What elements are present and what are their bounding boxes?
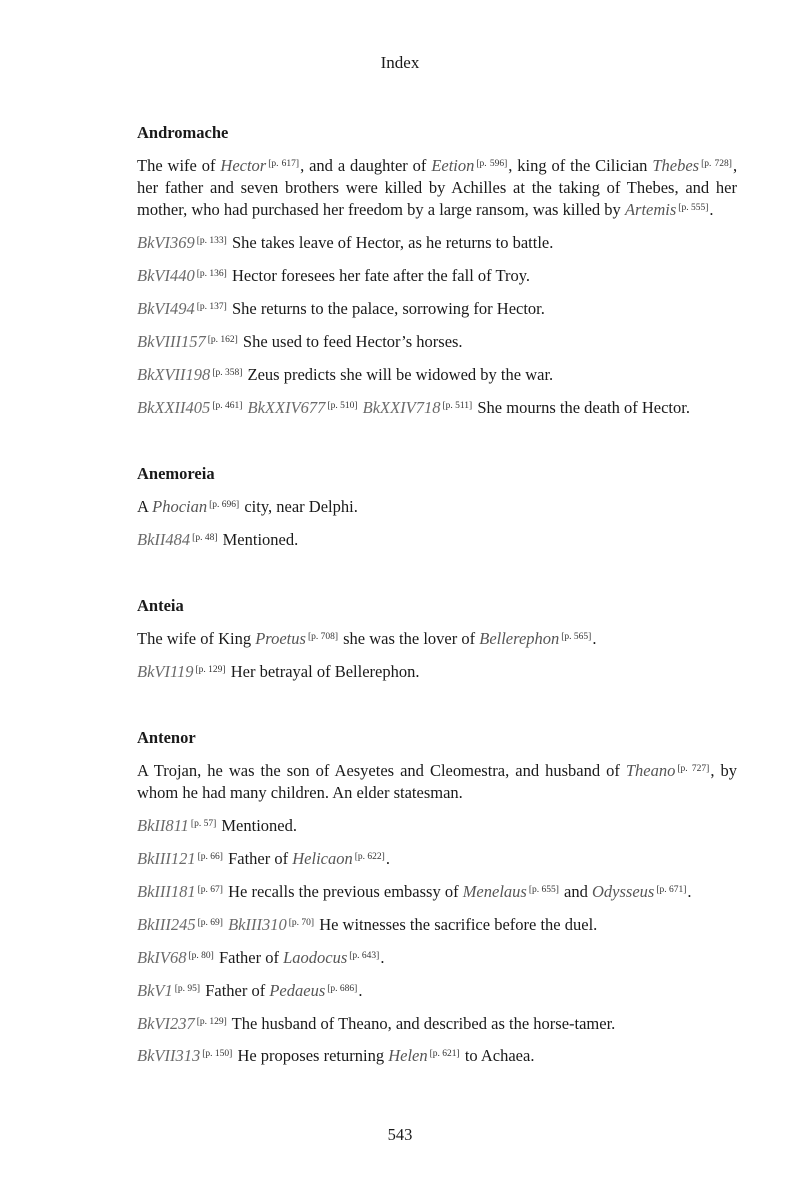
cross-ref: Thebes bbox=[652, 156, 700, 175]
text-run: Mentioned. bbox=[218, 530, 299, 550]
running-head: Index bbox=[380, 53, 420, 72]
book-line-ref: BkVI440 bbox=[137, 266, 195, 286]
page-ref: [p. 728] bbox=[701, 159, 732, 169]
index-entry bbox=[137, 463, 737, 551]
text-run: city, near Delphi. bbox=[240, 497, 358, 517]
page-ref: [p. 727] bbox=[677, 764, 710, 775]
entry-description bbox=[137, 759, 737, 803]
entry-reference bbox=[137, 297, 737, 320]
page-ref: [p. 511] bbox=[442, 401, 473, 412]
entry-reference bbox=[137, 528, 737, 551]
entry-reference bbox=[137, 814, 737, 837]
book-line-ref: BkV1 bbox=[137, 980, 173, 1000]
cross-ref: Proetus bbox=[255, 629, 306, 649]
page-ref: [p. 358] bbox=[212, 368, 243, 379]
text-run: Mentioned. bbox=[217, 815, 297, 835]
cross-ref: Eetion bbox=[431, 156, 475, 175]
entry-reference bbox=[137, 231, 737, 254]
text-run: A bbox=[137, 497, 153, 517]
book-line-ref: BkXXIV718 bbox=[362, 398, 441, 418]
text-run: . bbox=[380, 947, 385, 967]
page-ref: [p. 133] bbox=[196, 236, 227, 247]
book-line-ref: BkXVII198 bbox=[137, 365, 211, 385]
entry-reference bbox=[137, 880, 737, 903]
entry-reference bbox=[137, 396, 737, 419]
book-line-ref: BkVI237 bbox=[137, 1013, 195, 1033]
page-ref: [p. 150] bbox=[202, 1049, 233, 1060]
entry-reference bbox=[137, 1012, 737, 1035]
page-ref: [p. 80] bbox=[188, 950, 214, 961]
text-run: Father of bbox=[223, 848, 293, 868]
page-number: 543 bbox=[387, 1125, 413, 1144]
book-line-ref: BkIV68 bbox=[137, 947, 187, 967]
page-ref: [p. 655] bbox=[528, 884, 559, 895]
text-run: and bbox=[559, 881, 592, 901]
page-ref: [p. 48] bbox=[192, 533, 218, 544]
entry-reference bbox=[137, 660, 737, 683]
text-run: Hector foresees her fate after the fall of Troy. bbox=[227, 266, 531, 286]
page-ref: [p. 643] bbox=[349, 950, 380, 961]
entry-heading: Andromache bbox=[137, 123, 229, 142]
page-ref: [p. 137] bbox=[196, 302, 227, 313]
cross-ref: Hector bbox=[220, 156, 267, 175]
entry-reference bbox=[137, 1044, 737, 1067]
cross-ref: Artemis bbox=[624, 200, 677, 220]
page-ref: [p. 461] bbox=[212, 401, 243, 412]
text-run: . bbox=[687, 881, 692, 901]
text-run: The wife of bbox=[137, 156, 221, 175]
entry-gap bbox=[137, 429, 737, 463]
page-ref: [p. 671] bbox=[656, 884, 687, 895]
text-run: she was the lover of bbox=[339, 629, 480, 649]
text-run: A Trojan, he was the son of Aesyetes and Cleomestra, and husband of bbox=[137, 761, 626, 781]
page-ref: [p. 596] bbox=[476, 159, 508, 169]
page-ref: [p. 162] bbox=[207, 335, 238, 346]
book-line-ref: BkIII121 bbox=[137, 848, 196, 868]
cross-ref: Helicaon bbox=[292, 848, 353, 868]
book-line-ref: BkIII181 bbox=[137, 881, 196, 901]
page-ref: [p. 66] bbox=[197, 851, 223, 862]
book-line-ref: BkXXII405 bbox=[137, 398, 211, 418]
page-ref: [p. 69] bbox=[197, 917, 223, 928]
entry-heading: Anemoreia bbox=[137, 464, 215, 484]
text-run: . bbox=[358, 980, 363, 1000]
entry-reference bbox=[137, 946, 737, 969]
entry-heading: Antenor bbox=[137, 728, 196, 748]
text-run: . bbox=[709, 200, 714, 220]
page-ref: [p. 129] bbox=[195, 665, 226, 676]
index-entry bbox=[137, 595, 737, 683]
book-line-ref: BkIII245 bbox=[137, 914, 196, 934]
page-ref: [p. 57] bbox=[190, 818, 217, 829]
cross-ref: Pedaeus bbox=[269, 980, 326, 1000]
index-content bbox=[137, 122, 737, 1077]
text-run: Father of bbox=[214, 947, 284, 967]
cross-ref: Helen bbox=[388, 1046, 428, 1066]
entry-reference bbox=[137, 913, 737, 936]
index-entry bbox=[137, 727, 737, 1067]
text-run: The husband of Theano, and described as the horse-tamer. bbox=[227, 1013, 616, 1033]
text-run: Her betrayal of Bellerephon. bbox=[226, 662, 420, 682]
page-ref: [p. 555] bbox=[678, 203, 709, 214]
text-run: Zeus predicts she will be widowed by the war. bbox=[243, 365, 554, 385]
page-ref: [p. 622] bbox=[354, 851, 385, 862]
cross-ref: Odysseus bbox=[592, 881, 655, 901]
entry-reference bbox=[137, 979, 737, 1002]
text-run: . bbox=[385, 848, 390, 868]
page-ref: [p. 67] bbox=[197, 884, 223, 895]
page-ref: [p. 708] bbox=[307, 632, 339, 643]
book-line-ref: BkII811 bbox=[137, 815, 189, 835]
entry-gap bbox=[137, 561, 737, 595]
book-line-ref: BkII484 bbox=[137, 530, 191, 550]
book-line-ref: BkXXIV677 bbox=[247, 398, 326, 418]
page-ref: [p. 129] bbox=[196, 1016, 227, 1027]
page-ref: [p. 510] bbox=[327, 401, 358, 412]
text-run: . bbox=[592, 629, 597, 649]
text-run: She used to feed Hector’s horses. bbox=[238, 332, 463, 352]
page-ref: [p. 136] bbox=[196, 269, 227, 280]
book-line-ref: BkIII310 bbox=[228, 914, 287, 934]
entry-description bbox=[137, 495, 737, 518]
text-run: He witnesses the sacrifice before the duel. bbox=[315, 914, 598, 934]
cross-ref: Phocian bbox=[152, 497, 208, 517]
page-ref: [p. 95] bbox=[174, 983, 201, 994]
text-run: Father of bbox=[201, 980, 270, 1000]
cross-ref: Theano bbox=[625, 761, 676, 781]
entry-description bbox=[137, 627, 737, 650]
page-ref: [p. 70] bbox=[288, 917, 315, 928]
text-run: She takes leave of Hector, as he returns to battle. bbox=[227, 233, 554, 253]
text-run: The wife of King bbox=[137, 629, 256, 649]
page-ref: [p. 621] bbox=[429, 1049, 460, 1060]
book-line-ref: BkVI369 bbox=[137, 233, 195, 253]
entry-reference bbox=[137, 330, 737, 353]
book-line-ref: BkVIII157 bbox=[137, 332, 206, 352]
text-run: She returns to the palace, sorrowing for Hector. bbox=[227, 299, 545, 319]
entry-reference bbox=[137, 847, 737, 870]
cross-ref: Laodocus bbox=[283, 947, 348, 967]
page-ref: [p. 617] bbox=[268, 159, 300, 169]
page-ref: [p. 565] bbox=[561, 632, 592, 643]
text-run: , king of the Cilician bbox=[508, 156, 653, 175]
text-run: to Achaea. bbox=[460, 1046, 535, 1066]
entry-description bbox=[137, 154, 737, 221]
book-line-ref: BkVII313 bbox=[137, 1046, 201, 1066]
text-run: She mourns the death of Hector. bbox=[473, 398, 690, 418]
page-ref: [p. 696] bbox=[209, 500, 240, 511]
text-run: He proposes returning bbox=[233, 1046, 389, 1066]
book-line-ref: BkVI494 bbox=[137, 299, 195, 319]
cross-ref: Menelaus bbox=[462, 881, 527, 901]
entry-reference bbox=[137, 264, 737, 287]
index-entry bbox=[137, 122, 737, 419]
cross-ref: Bellerephon bbox=[479, 629, 560, 649]
entry-reference bbox=[137, 363, 737, 386]
text-run: , by whom he had many children. An elder statesman. bbox=[137, 761, 738, 802]
entry-heading: Anteia bbox=[137, 596, 184, 616]
book-line-ref: BkVI119 bbox=[137, 662, 194, 682]
text-run: He recalls the previous embassy of bbox=[223, 881, 463, 901]
page-ref: [p. 686] bbox=[327, 983, 358, 994]
text-run: , and a daughter of bbox=[300, 156, 432, 175]
entry-gap bbox=[137, 693, 737, 727]
text-run: , her father and seven brothers were killed by Achilles at the taking of Thebes, and her mother, who had purchased her freedom by a large ransom, was killed by bbox=[137, 156, 738, 220]
